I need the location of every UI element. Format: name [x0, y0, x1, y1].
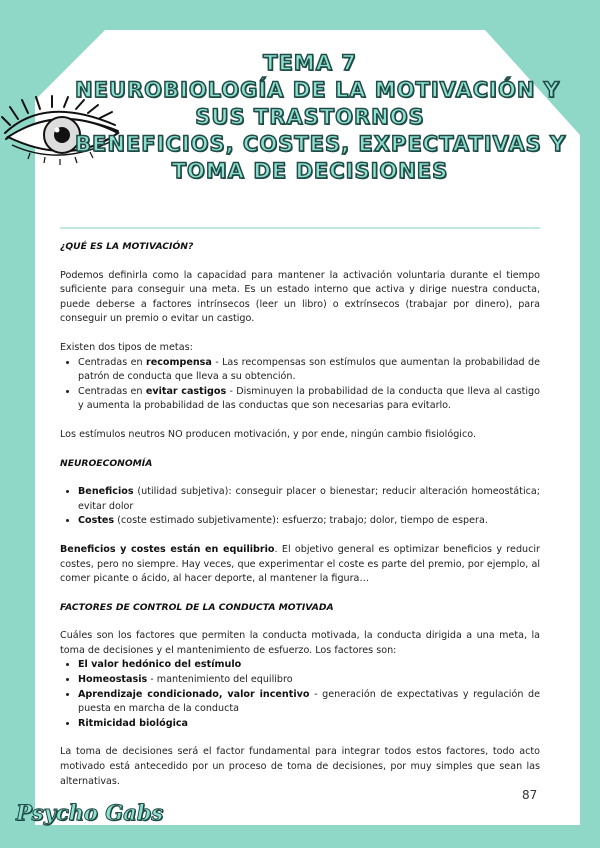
list-item: • Beneficios (utilidad subjetiva): conseguir placer o bienestar; reducir alteración homeostática; evitar dolor: [78, 485, 540, 514]
list-item: • Aprendizaje condicionado, valor incentivo - generación de expectativas y regulación de puesta en marcha de la conducta: [78, 688, 540, 717]
list-item: • Ritmicidad biológica: [78, 717, 540, 732]
title-line: SUS TRASTORNOS: [195, 105, 425, 129]
goals-list: [60, 356, 540, 414]
neuro-list: [60, 485, 540, 529]
document-body: [60, 240, 540, 789]
paragraph: Existen dos tipos de metas:: [60, 341, 193, 353]
section-heading: ¿QUÉ ES LA MOTIVACIÓN?: [60, 241, 194, 252]
list-item: • Homeostasis - mantenimiento del equilibro: [78, 673, 540, 688]
paragraph: Cuáles son los factores que permiten la conducta motivada, la conducta dirigida a una meta, la toma de decisiones y el mantenimiento de esfuerzo. Los factores son:: [60, 630, 540, 656]
section-heading: FACTORES DE CONTROL DE LA CONDUCTA MOTIVADA: [60, 601, 334, 613]
list-item: • Centradas en evitar castigos - Disminuyen la probabilidad de la conducta que lleva al castigo y aumenta la probabilidad de las conductas que son necesarias para evitarlo.: [78, 385, 540, 414]
list-item: • Centradas en recompensa - Las recompensas son estímulos que aumentan la probabilidad de patrón de conducta que lleva a su obtención.: [78, 356, 540, 385]
brand-logo: Psycho Gabs: [16, 800, 164, 825]
list-item: • Costes (coste estimado subjetivamente): esfuerzo; trabajo; dolor, tiempo de espera.: [78, 514, 540, 529]
paragraph: Podemos definirla como la capacidad para mantener la activación voluntaria durante el tiempo suficiente para conseguir una meta. Es un estado interno que activa y dirige nuestra conducta, puede deberse a factores intrínsecos (leer un libro) o extrínsecos (trabajar por dinero), para conseguir un premio o evitar un castigo.: [60, 269, 540, 325]
title-line: NEUROBIOLOGÍA DE LA MOTIVACIÓN Y: [75, 78, 560, 102]
document-title: [75, 50, 567, 185]
section-heading: NEUROECONOMÍA: [60, 457, 153, 469]
title-divider: [60, 227, 540, 229]
paragraph: Los estímulos neutros NO producen motivación, y por ende, ningún cambio fisiológico.: [60, 428, 476, 440]
title-line: TOMA DE DECISIONES: [171, 159, 449, 183]
paragraph: La toma de decisiones será el factor fundamental para integrar todos estos factores, todo acto motivado está antecedido por un proceso de toma de decisiones, por muy simples que sean las alternativas.: [60, 746, 540, 787]
list-item: • El valor hedónico del estímulo: [78, 658, 540, 673]
title-line: TEMA 7: [263, 51, 357, 75]
factors-list: [60, 658, 540, 731]
page-number: 87: [522, 788, 538, 802]
title-line: BENEFICIOS, COSTES, EXPECTATIVAS Y: [75, 132, 567, 156]
paragraph: Beneficios y costes están en equilibrio. El objetivo general es optimizar beneficios y reducir costes, pero no siempre. Hay veces, que experimentar el coste es parte del premio, por ejemplo, al comer picante o ácido, al hacer deporte, al mantener la figura…: [60, 543, 541, 585]
